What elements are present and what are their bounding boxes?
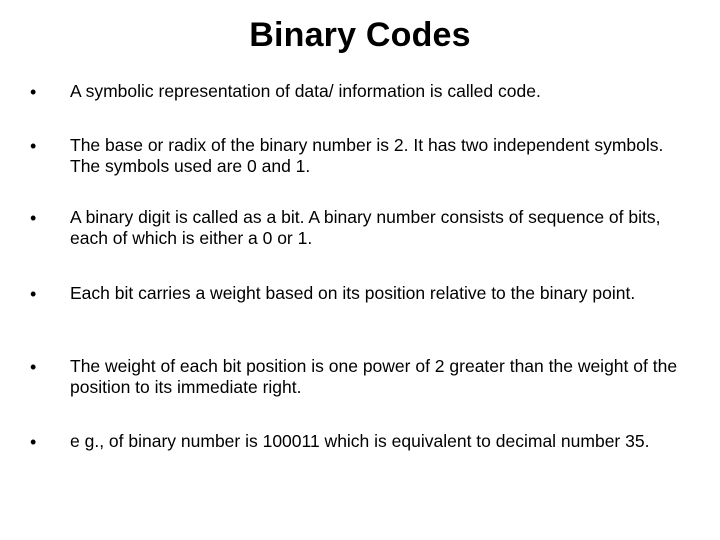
- bullet-text: The weight of each bit position is one power of 2 greater than the weight of the position to its immediate right.: [70, 356, 678, 397]
- bullet-item: [30, 282, 690, 306]
- bullet-item: [30, 134, 690, 177]
- bullet-item: [30, 206, 690, 249]
- bullet-dot-icon: •: [30, 136, 37, 156]
- bullet-item: [30, 355, 690, 398]
- bullet-text: e g., of binary number is 100011 which is equivalent to decimal number 35.: [70, 431, 650, 451]
- slide-title: Binary Codes: [249, 16, 471, 54]
- bullet-text: The base or radix of the binary number is 2. It has two independent symbols. The symbols used are 0 and 1.: [70, 135, 664, 176]
- bullet-text: A symbolic representation of data/ information is called code.: [70, 81, 541, 101]
- bullet-dot-icon: •: [30, 284, 37, 304]
- bullet-text: Each bit carries a weight based on its position relative to the binary point.: [70, 283, 636, 303]
- bullet-item: [30, 80, 690, 104]
- bullet-dot-icon: •: [30, 208, 37, 228]
- bullet-dot-icon: •: [30, 82, 37, 102]
- bullet-dot-icon: •: [30, 432, 37, 452]
- bullet-item: [30, 430, 690, 454]
- bullet-text: A binary digit is called as a bit. A binary number consists of sequence of bits, each of which is either a 0 or 1.: [70, 207, 661, 248]
- bullet-dot-icon: •: [30, 357, 37, 377]
